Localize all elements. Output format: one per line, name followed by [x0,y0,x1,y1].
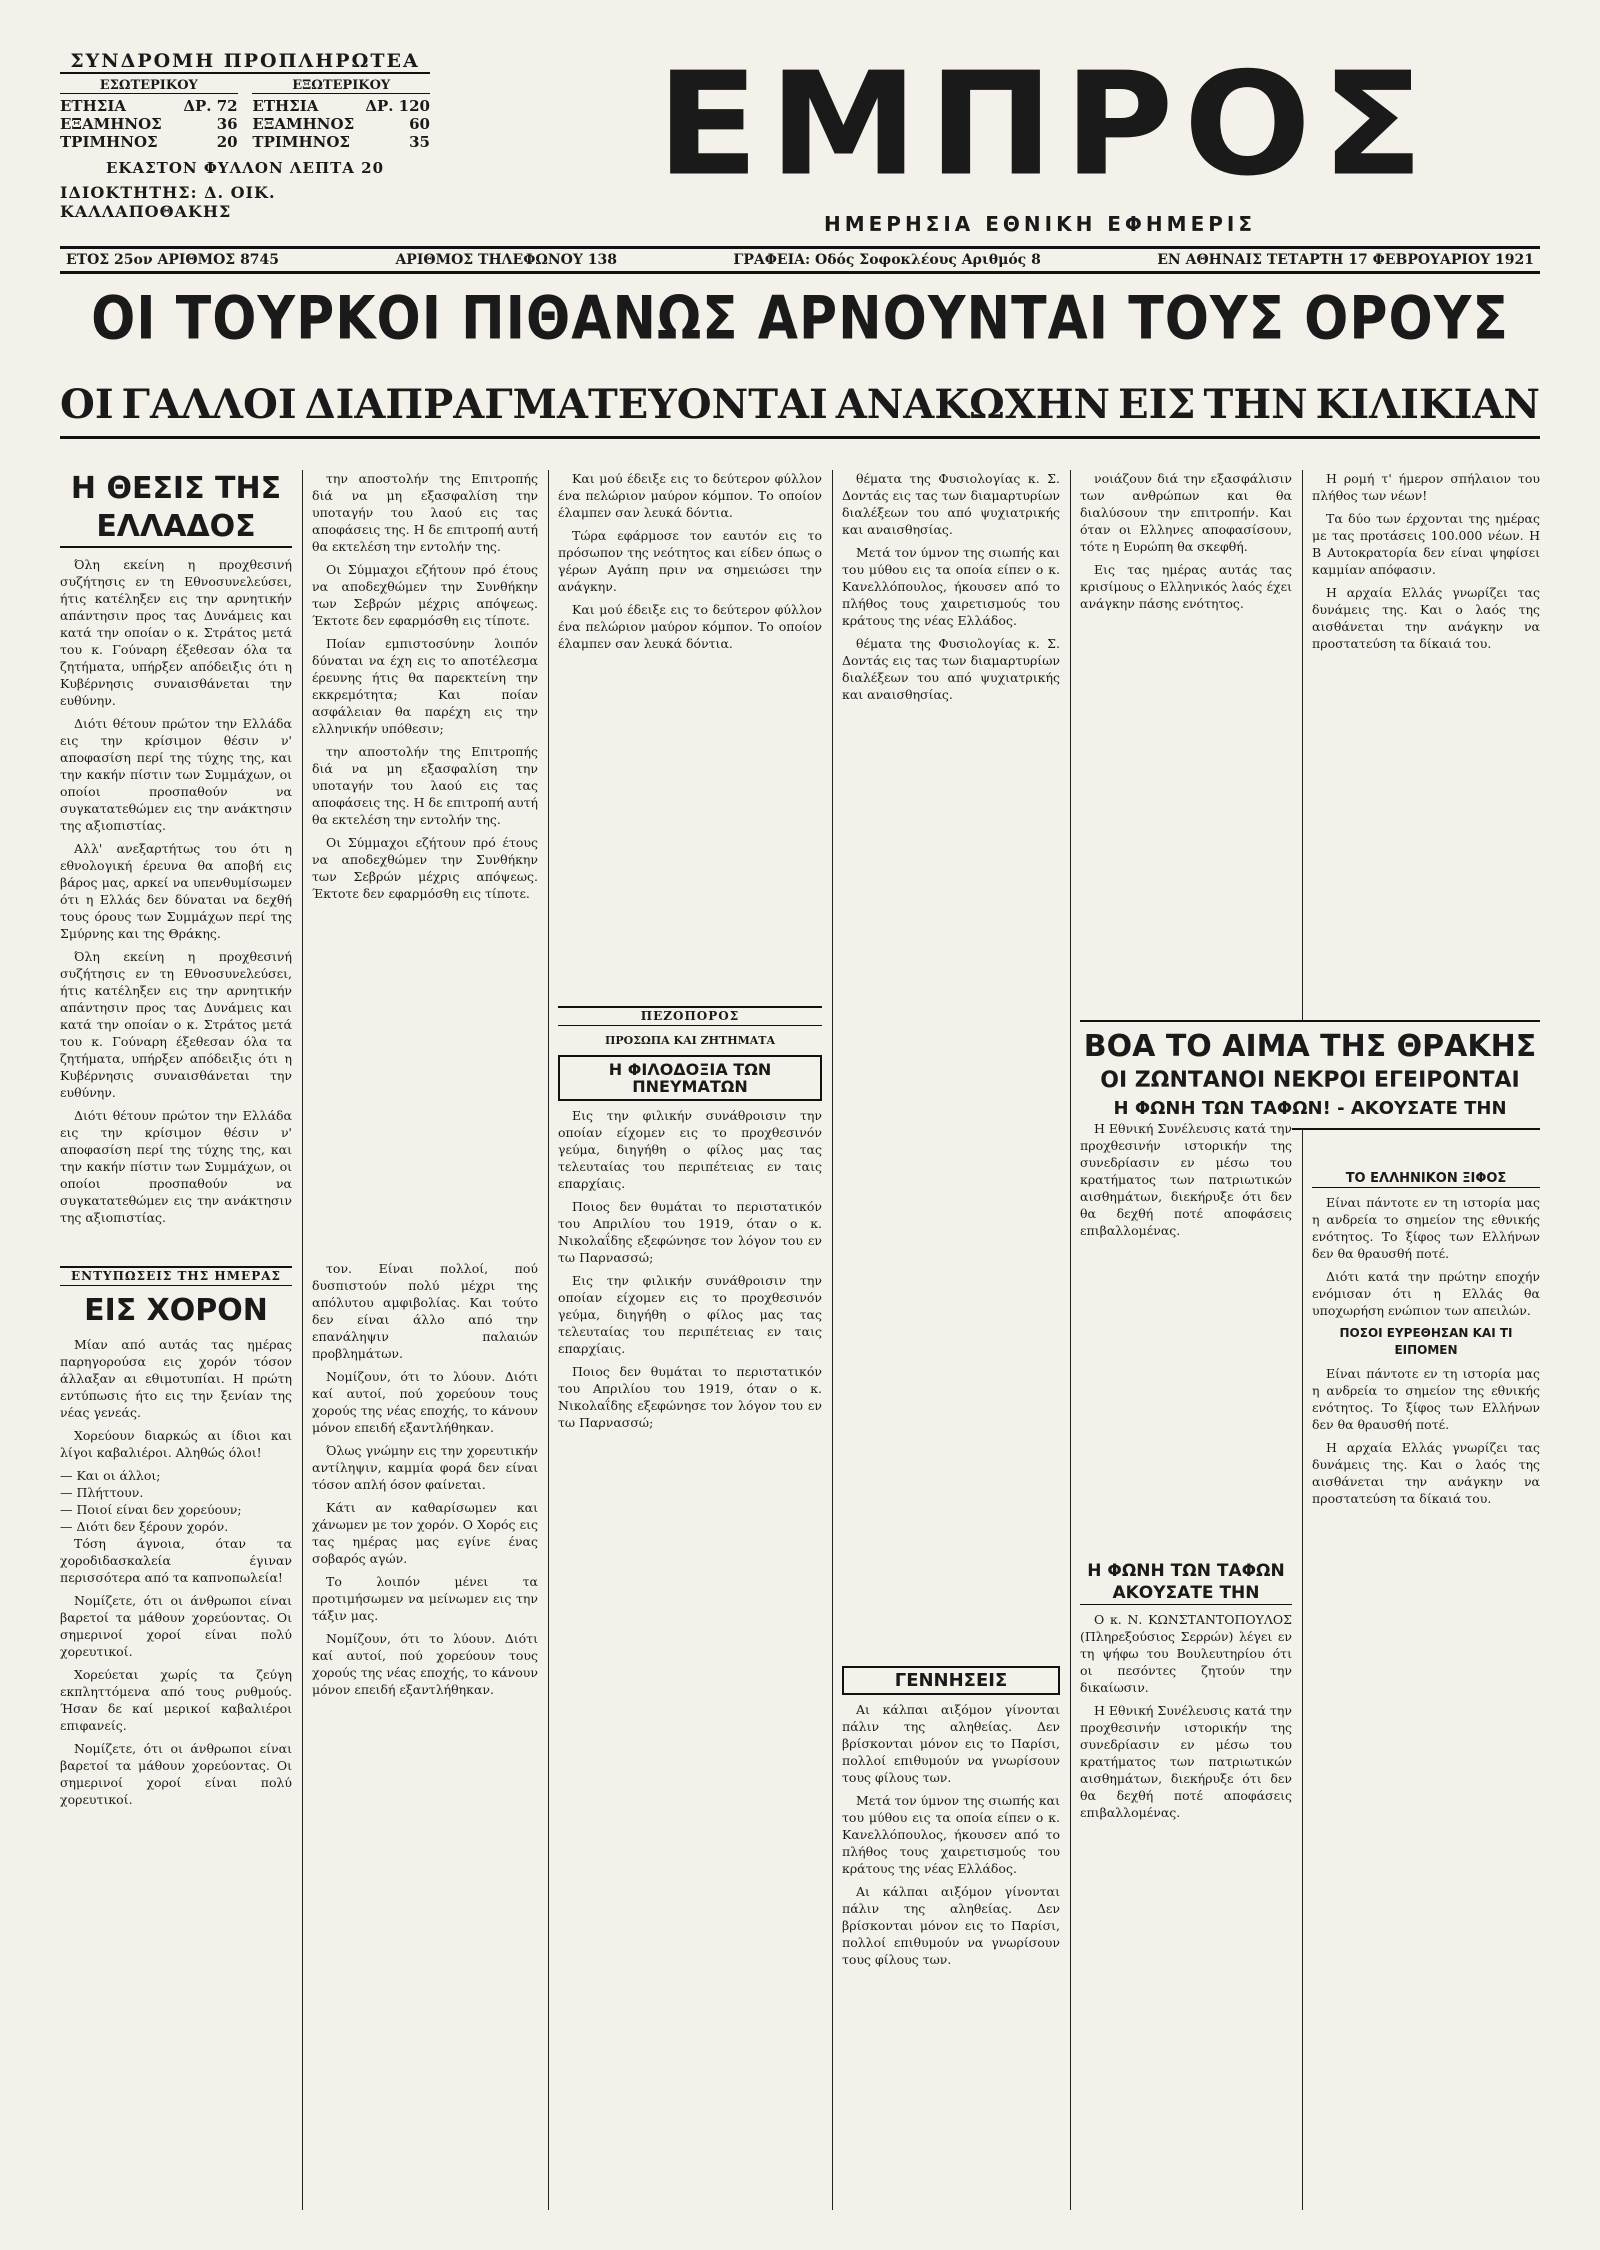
owner-line: ΙΔΙΟΚΤΗΤΗΣ: Δ. ΟΙΚ. ΚΑΛΛΑΠΟΘΑΚΗΣ [60,183,276,221]
article-paragraph: Όλη εκείνη η προχθεσινή συζήτησις εν τη Εθνοσυνελεύσει, ήτις κατέληξεν εις την αρνητικήν απάντησιν προς τας Δυνάμεις και κατά την οποίαν ο κ. Στράτος μετά του κ. Γούναρη έξεθεσαν όλα τα ζητήματα, υπήρξεν απόδειξις ότι η Κυβέρνησις συναισθάνεται την ευθύνην. [60,949,292,1100]
column-rule [1302,470,1303,2210]
article-paragraph: Τα δύο των έρχονται της ημέρας με τας προτάσεις 100.000 νέων. Η Β Αυτοκρατορία δεν είναι ψηφίσει καμμίαν απόφασιν. [1312,511,1540,577]
article-paragraph: Εις τας ημέρας αυτάς τας κρισίμους ο Ελληνικός λαός έχει ανάγκην πάσης ενότητος. [1080,562,1292,611]
article-paragraph: Διότι κατά την πρώτην εποχήν ενόμισαν ότι η Ελλάς θα υποχωρήση ενώπιον των απειλών. [1312,1269,1540,1318]
article-subheading: ΠΟΣΟΙ ΕΥΡΕΘΗΣΑΝ ΚΑΙ ΤΙ ΕΙΠΟΜΕΝ [1339,1326,1513,1357]
column-rule [832,470,833,2210]
column-6 [1312,470,1540,2210]
exterior-prices [252,78,430,151]
article-subtitle: ΑΚΟΥΣΑΤΕ ΤΗΝ [1080,1582,1292,1605]
article-paragraph: Διότι θέτουν πρώτον την Ελλάδα εις την κρίσιμον θέσιν ν' αποφασίση περί της τύχης της, και την κακήν πίστιν των Συμμάχων, οι οποίοι προσπαθούν να συγκατατεθώμεν εις την ανάκτησιν της αξιοπιστίας. [60,1108,292,1225]
article-title: Η ΘΕΣΙΣ ΤΗΣ ΕΛΛΑΔΟΣ [60,470,292,548]
price-label: ΤΡΙΜΗΝΟΣ [252,133,351,151]
price-value: ΔΡ. 120 [365,97,430,115]
sub-headline [60,380,1540,439]
main-headline: ΟΙ ΤΟΥΡΚΟΙ ΠΙΘΑΝΩΣ ΑΡΝΟΥΝΤΑΙ ΤΟΥΣ ΟΡΟΥΣ [91,284,1509,354]
sub-headline-word: ΤΗΝ [1203,381,1308,428]
column-4 [842,470,1060,2210]
price-value: 35 [409,133,430,151]
interior-prices [60,78,238,151]
article-paragraph: Εις την φιλικήν συνάθροισιν την οποίαν είχομεν εις το προχθεσινόν γεύμα, διηγήθη ο φίλος μας τας τελευταίας του περιπέτειας εν ταις επαρχίαις. [558,1108,822,1191]
column-3 [558,470,822,2210]
exterior-label: ΕΞΩΤΕΡΙΚΟΥ [252,78,430,94]
newspaper-logo [550,42,1540,210]
article-paragraph: Η αρχαία Ελλάς γνωρίζει τας δυνάμεις της. Και ο λαός της αισθάνεται την ανάγκην να προστατεύση τα δίκαιά του. [1312,1440,1540,1506]
article-paragraph: Όλως γνώμην εις την χορευτικήν αντίληψιν, καμμία φορά δεν είναι τόσον απλή όσον φαίνεται. [312,1443,538,1492]
article-subtitle: ΟΙ ΖΩΝΤΑΝΟΙ ΝΕΚΡΟΙ ΕΓΕΙΡΟΝΤΑΙ [1100,1068,1520,1093]
dialogue-line: — Διότι δεν ξέρουν χορόν. [60,1519,229,1534]
dialogue-line: — Πλήττουν. [60,1485,144,1500]
sub-headline-word: ΟΙ [60,381,114,428]
article-paragraph: Η Εθνική Συνέλευσις κατά την προχθεσινήν ιστορικήν της συνεδρίασιν εν μέσω του κρατήματος των πατριωτικών αισθημάτων, διεκήρυξε ότι δεν θα δεχθή ποτέ αποφάσεις επιβαλλομένας. [1080,1121,1292,1238]
article-paragraph: Αλλ' ανεξαρτήτως του ότι η εθνολογική έρευνα θα αποβή εις βάρος μας, αρκεί να υπενθυμίσωμεν ότι η Ελλάς δεν δύναται να δεχθή τους όρους των Συμμάχων περί της Σμύρνης και της Θράκης. [60,841,292,941]
sub-headline-word: ΓΑΛΛΟΙ [121,381,297,428]
price-row [60,115,238,133]
article-title: ΕΙΣ ΧΟΡΟΝ [84,1293,268,1328]
article-paragraph: την αποστολήν της Επιτροπής διά να μη εξασφαλίση την υποταγήν του λαού εις τας αποφάσεις της. Η δε επιτροπή αυτή θα εκτελέση την εντολήν της. [312,471,538,554]
tagline: ΗΜΕΡΗΣΙΑ ΕΘΝΙΚΗ ΕΦΗΜΕΡΙΣ [823,212,1256,236]
section-heading: ΠΕΖΟΠΟΡΟΣ [558,1006,822,1026]
sub-headline-word: ΔΙΑΠΡΑΓΜΑΤΕΥΟΝΤΑΙ [304,381,828,428]
article-paragraph: Κάτι αν καθαρίσωμεν και χάνωμεν με τον χορόν. Ο Χορός εις τας ημέρας μας εγίνε ένας σοβαρός αγών. [312,1500,538,1566]
article-paragraph: Μετά τον ύμνον της σιωπής και του μύθου εις τα οποία είπεν ο κ. Κανελλόπουλος, ήκουσεν από το πλήθος τους χαιρετισμούς του κράτους της νέας Ελλάδος. [842,1793,1060,1876]
price-value: 20 [216,133,238,151]
article-paragraph: Ο κ. Ν. ΚΩΝΣΤΑΝΤΟΠΟΥΛΟΣ (Πληρεξούσιος Σερρών) λέγει εν τη ψήφω του Βουλευτηρίου ότι οι πεσόντες ζητούν την δικαίωσιν. [1080,1612,1292,1695]
info-bar [60,246,1540,274]
article-paragraph: Ποίαν εμπιστοσύνην λοιπόν δύναται να έχη εις το αποτέλεσμα έρευνης ήτις θα παρεκτείνη την εκκρεμότητα; Και ποίαν ασφάλειαν θα παρέχη εις την ελληνικήν υπόθεσιν; [312,636,538,736]
column-2 [312,470,538,2210]
article-paragraph: Ποιος δεν θυμάται το περιστατικόν του Απριλίου του 1919, όταν ο κ. Νικολαΐδης εξεφώνησε τον λόγον του εν τω Παρνασσώ; [558,1364,822,1430]
newspaper-page [40,30,1560,2220]
issue-date: ΕΝ ΑΘΗΝΑΙΣ ΤΕΤΑΡΤΗ 17 ΦΕΒΡΟΥΑΡΙΟΥ 1921 [1157,252,1534,268]
subscription-box [60,50,430,220]
article-paragraph: την αποστολήν της Επιτροπής διά να μη εξασφαλίση την υποταγήν του λαού εις τας αποφάσεις της. Η δε επιτροπή αυτή θα εκτελέση την εντολήν της. [312,744,538,827]
article-paragraph: Και μού έδειξε εις το δεύτερον φύλλον ένα πελώριον μαύρον κόμπον. Το οποίον έλαμπεν σαν λευκά δόντια. [558,471,822,520]
article-paragraph: Αι κάλπαι αιξόμον γίνονται πάλιν της αληθείας. Δεν βρίσκονται μόνον εις το Παρίσι, πολλοί επιθυμούν να γνωρίσουν τους φίλους των. [842,1884,1060,1967]
price-value: ΔΡ. 72 [183,97,238,115]
price-label: ΕΤΗΣΙΑ [252,97,319,115]
article-title: Η ΦΙΛΟΔΟΞΙΑ ΤΩΝ ΠΝΕΥΜΑΤΩΝ [558,1055,822,1101]
year-issue: ΕΤΟΣ 25ον ΑΡΙΘΜΟΣ 8745 [66,252,280,268]
price-value: 60 [409,115,430,133]
article-paragraph: Είναι πάντοτε εν τη ιστορία μας η ανδρεία το σημείον της εθνικής ενότητος. Το ξίφος των Ελλήνων δεν θα θραυσθή ποτέ. [1312,1366,1540,1432]
price-label: ΤΡΙΜΗΝΟΣ [60,133,158,151]
article-paragraph: θέματα της Φυσιολογίας κ. Σ. Δοντάς εις τας των διαμαρτυρίων διαλέξεων του από ψυχιατρικής και αναισθησίας. [842,636,1060,702]
sub-headline-word: ΚΙΛΙΚΙΑΝ [1315,381,1540,428]
article-paragraph: τον. Είναι πολλοί, πού δυσπιστούν πολύ μέχρι της απόλυτου αμφιβολίας. Και τούτο δεν είναι άλλο από την επανάληψιν παλαιών προβλημάτων. [312,1261,538,1361]
article-paragraph: Οι Σύμμαχοι εζήτουν πρό έτους να αποδεχθώμεν την Συνθήκην των Σεβρών μέχρις απόψεως. Έκτοτε δεν εφαρμόσθη εις τίποτε. [312,835,538,901]
article-paragraph: Τώρα εφάρμοσε τον εαυτόν εις το πρόσωπον της νεότητος και είδεν όπως ο γέρων Αγάπη πριν να σημειώσει την ανάγκην. [558,528,822,594]
price-value: 36 [216,115,238,133]
dialogue-line: — Και οι άλλοι; [60,1468,161,1483]
article-paragraph: Και μού έδειξε εις το δεύτερον φύλλον ένα πελώριον μαύρον κόμπον. Το οποίον έλαμπεν σαν λευκά δόντια. [558,602,822,651]
article-paragraph: Διότι θέτουν πρώτον την Ελλάδα εις την κρίσιμον θέσιν ν' αποφασίση περί της τύχης της, και την κακήν πίστιν των Συμμάχων, οι οποίοι προσπαθούν να συγκατατεθώμεν εις την ανάκτησιν της αξιοπιστίας. [60,716,292,833]
article-paragraph: Τόση άγνοια, όταν τα χοροδιδασκαλεία έγιναν περισσότερα από τα καπνοπωλεία! [60,1536,292,1585]
article-paragraph: Νομίζετε, ότι οι άνθρωποι είναι βαρετοί τα μάθουν χορεύοντας. Οι σημερινοί χοροί είναι πολύ χορευτικοί. [60,1593,292,1659]
price-label: ΕΞΑΜΗΝΟΣ [252,115,355,133]
phone-number: ΑΡΙΘΜΟΣ ΤΗΛΕΦΩΝΟΥ 138 [395,252,617,268]
article-paragraph: θέματα της Φυσιολογίας κ. Σ. Δοντάς εις τας των διαμαρτυρίων διαλέξεων του από ψυχιατρικής και αναισθησίας. [842,471,1060,537]
article-paragraph: Μίαν από αυτάς τας ημέρας παρηγορούσα εις χορόν τόσον άλλαξαν αι εθιμοτυπίαι. Η πρώτη εντύπωσις ήτο εις την ξενίαν της νέας γενεάς. [60,1337,292,1420]
article-title: ΒΟΑ ΤΟ ΑΙΜΑ ΤΗΣ ΘΡΑΚΗΣ [1083,1029,1537,1064]
article-paragraph: νοιάζουν διά την εξασφάλισιν των ανθρώπων και θα διαλύσουν την επιτροπήν. Και όταν οι Ελληνες αποφασίσουν, τότε η Ευρώπη θα σκεφθή. [1080,471,1292,554]
column-rule [548,470,549,2210]
article-paragraph: Νομίζετε, ότι οι άνθρωποι είναι βαρετοί τα μάθουν χορεύοντας. Οι σημερινοί χοροί είναι πολύ χορευτικοί. [60,1741,292,1807]
interior-label: ΕΣΩΤΕΡΙΚΟΥ [60,78,238,94]
article-title: Η ΦΩΝΗ ΤΩΝ ΤΑΦΩΝ [1087,1561,1285,1581]
price-row [60,133,238,151]
article-subtitle: Η ΦΩΝΗ ΤΩΝ ΤΑΦΩΝ! - ΑΚΟΥΣΑΤΕ ΤΗΝ [1113,1098,1507,1119]
office-address: ΓΡΑΦΕΙΑ: Οδός Σοφοκλέους Αριθμός 8 [733,252,1041,268]
section-heading: ΓΕΝΝΗΣΕΙΣ [842,1666,1060,1695]
logo-text: ΕΜΠΡΟΣ [656,42,1434,208]
article-paragraph: Εις την φιλικήν συνάθροισιν την οποίαν είχομεν εις το προχθεσινόν γεύμα, διηγήθη ο φίλος μας τας τελευταίας του περιπέτειας εν ταις επαρχίαις. [558,1273,822,1356]
dialogue-line: — Ποιοί είναι δεν χορεύουν; [60,1502,242,1517]
price-row [252,115,430,133]
price-row [252,97,430,115]
article-paragraph: Χορεύεται χωρίς τα ζεύγη εκπληττόμενα από τους ρυθμούς. Ήσαν δε καί μερικοί καβαλιέροι επιφανείς. [60,1667,292,1733]
article-title: ΤΟ ΕΛΛΗΝΙΚΟΝ ΞΙΦΟΣ [1312,1170,1540,1188]
article-paragraph: Χορεύουν διαρκώς αι ίδιοι και λίγοι καβαλιέροι. Αληθώς όλοι! [60,1428,292,1460]
thrace-headline-block [1080,1020,1540,1130]
section-heading: ΕΝΤΥΠΩΣΕΙΣ ΤΗΣ ΗΜΕΡΑΣ [60,1266,292,1286]
article-paragraph: Νομίζουν, ότι το λύουν. Διότι καί αυτοί, πού χορεύουν τους χορούς της νέας εποχής, το κάνουν μόνον επειδή εξαντλήθηκαν. [312,1369,538,1435]
section-subheading: ΠΡΟΣΩΠΑ ΚΑΙ ΖΗΤΗΜΑΤΑ [604,1034,776,1047]
article-paragraph: Μετά τον ύμνον της σιωπής και του μύθου εις τα οποία είπεν ο κ. Κανελλόπουλος, ήκουσεν από το πλήθος τους χαιρετισμούς του κράτους της νέας Ελλάδος. [842,545,1060,628]
article-paragraph: Νομίζουν, ότι το λύουν. Διότι καί αυτοί, πού χορεύουν τους χορούς της νέας εποχής, το κάνουν μόνον επειδή εξαντλήθηκαν. [312,1631,538,1697]
article-paragraph: Η Εθνική Συνέλευσις κατά την προχθεσινήν ιστορικήν της συνεδρίασιν εν μέσω του κρατήματος των πατριωτικών αισθημάτων, διεκήρυξε ότι δεν θα δεχθή ποτέ αποφάσεις επιβαλλομένας. [1080,1703,1292,1820]
column-5 [1080,470,1292,2210]
price-label: ΕΞΑΜΗΝΟΣ [60,115,162,133]
article-paragraph: Όλη εκείνη η προχθεσινή συζήτησις εν τη Εθνοσυνελεύσει, ήτις κατέληξεν εις την αρνητικήν απάντησιν προς τας Δυνάμεις και κατά την οποίαν ο κ. Στράτος μετά του κ. Γούναρη έξεθεσαν όλα τα ζητήματα, υπήρξεν απόδειξις ότι η Κυβέρνησις συναισθάνεται την ευθύνην. [60,557,292,708]
price-row [252,133,430,151]
article-paragraph: Είναι πάντοτε εν τη ιστορία μας η ανδρεία το σημείον της εθνικής ενότητος. Το ξίφος των Ελλήνων δεν θα θραυσθή ποτέ. [1312,1195,1540,1261]
article-paragraph: Οι Σύμμαχοι εζήτουν πρό έτους να αποδεχθώμεν την Συνθήκην των Σεβρών μέχρις απόψεως. Έκτοτε δεν εφαρμόσθη εις τίποτε. [312,562,538,628]
column-1 [60,470,292,2210]
article-paragraph: Η αρχαία Ελλάς γνωρίζει τας δυνάμεις της. Και ο λαός της αισθάνεται την ανάγκην να προστατεύση τα δίκαιά του. [1312,585,1540,651]
thrace-article-body [1080,1120,1292,1290]
price-row [60,97,238,115]
sub-headline-word: ΑΝΑΚΩΧΗΝ [835,381,1111,428]
article-paragraph: Το λοιπόν μένει τα προτιμήσωμεν να μείνωμεν εις την τάξιν μας. [312,1574,538,1623]
subscription-title: ΣΥΝΔΡΟΜΗ ΠΡΟΠΛΗΡΩΤΕΑ [60,50,430,74]
article-paragraph: Ποιος δεν θυμάται το περιστατικόν του Απριλίου του 1919, όταν ο κ. Νικολαΐδης εξεφώνησε τον λόγον του εν τω Παρνασσώ; [558,1199,822,1265]
column-rule [1070,470,1071,2210]
article-paragraph: Η ρομή τ' ήμερον σπήλαιον του πλήθος των νέων! [1312,471,1540,503]
price-label: ΕΤΗΣΙΑ [60,97,127,115]
article-paragraph: Αι κάλπαι αιξόμον γίνονται πάλιν της αληθείας. Δεν βρίσκονται μόνον εις το Παρίσι, πολλοί επιθυμούν να γνωρίσουν τους φίλους των. [842,1702,1060,1785]
sub-headline-word: ΕΙΣ [1118,381,1196,428]
issue-price: ΕΚΑΣΤΟΝ ΦΥΛΛΟΝ ΛΕΠΤΑ 20 [105,159,385,177]
column-rule [302,470,303,2210]
